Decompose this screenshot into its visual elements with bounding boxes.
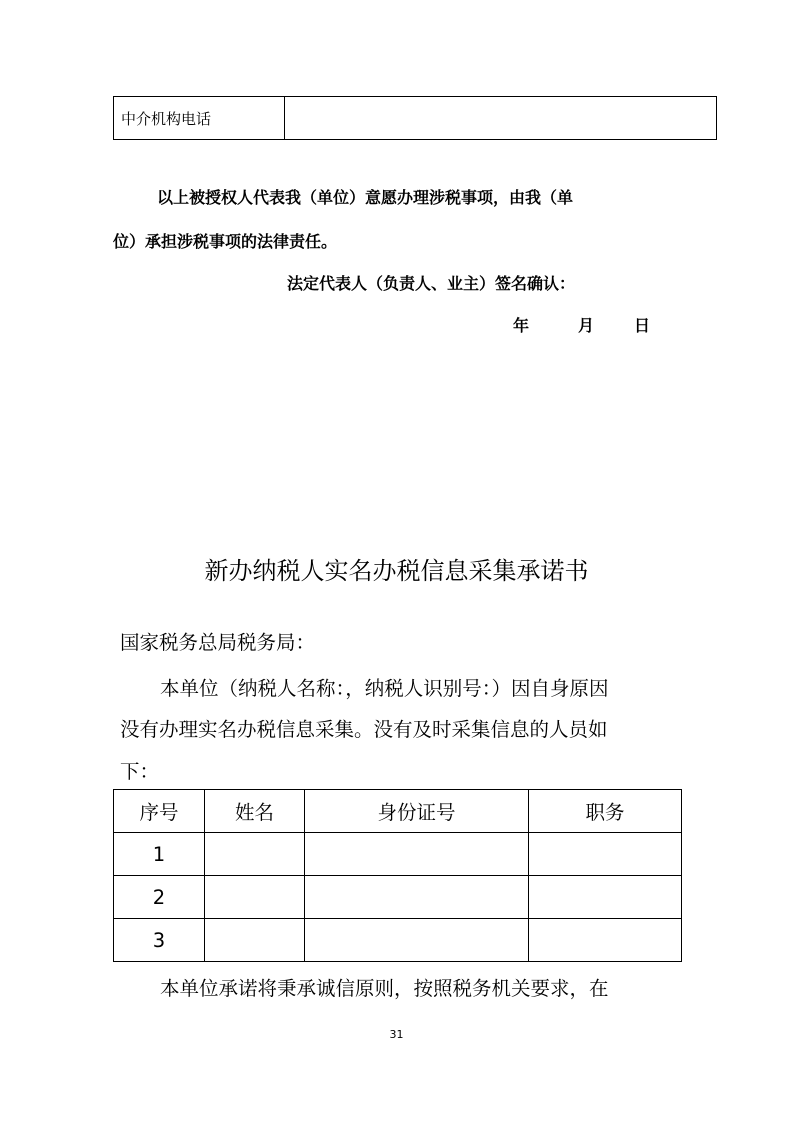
column-header-seq: 序号	[114, 790, 205, 833]
row-name-cell	[205, 919, 305, 962]
authorization-line-2: 位）承担涉税事项的法律责任。	[113, 232, 338, 251]
table-row	[114, 97, 717, 140]
page-title: 新办纳税人实名办税信息采集承诺书	[204, 557, 589, 585]
row-id-cell	[305, 919, 529, 962]
date-day: 日	[634, 316, 651, 335]
row-id-cell	[305, 833, 529, 876]
table-row	[114, 833, 682, 876]
salutation: 国家税务总局税务局：	[120, 631, 316, 654]
paragraph-1-line-3: 下：	[120, 760, 160, 783]
row-id-cell	[305, 876, 529, 919]
table-row	[114, 919, 682, 962]
row-position-cell	[529, 833, 682, 876]
agency-phone-value	[285, 97, 717, 140]
agency-phone-label: 中介机构电话	[114, 97, 285, 140]
table-header-row	[114, 790, 682, 833]
column-header-id-number: 身份证号	[305, 790, 529, 833]
paragraph-2-line-1: 本单位承诺将秉承诚信原则，按照税务机关要求，在	[160, 977, 609, 1000]
date-month: 月	[578, 316, 595, 335]
paragraph-1-line-1: 本单位（纳税人名称：，纳税人识别号：）因自身原因	[160, 677, 609, 700]
table-row	[114, 876, 682, 919]
paragraph-1-line-2: 没有办理实名办税信息采集。没有及时采集信息的人员如	[120, 718, 608, 741]
page-number: 31	[389, 1028, 404, 1041]
row-seq: 1	[114, 833, 205, 876]
column-header-position: 职务	[529, 790, 682, 833]
date-year: 年	[513, 316, 530, 335]
row-seq: 2	[114, 876, 205, 919]
agency-phone-table	[113, 96, 717, 140]
row-name-cell	[205, 876, 305, 919]
signature-confirmation: 法定代表人（负责人、业主）签名确认：	[287, 274, 576, 293]
personnel-table	[113, 789, 682, 962]
row-name-cell	[205, 833, 305, 876]
row-position-cell	[529, 876, 682, 919]
row-position-cell	[529, 919, 682, 962]
column-header-name: 姓名	[205, 790, 305, 833]
row-seq: 3	[114, 919, 205, 962]
authorization-line-1: 以上被授权人代表我（单位）意愿办理涉税事项，由我（单	[157, 188, 574, 207]
